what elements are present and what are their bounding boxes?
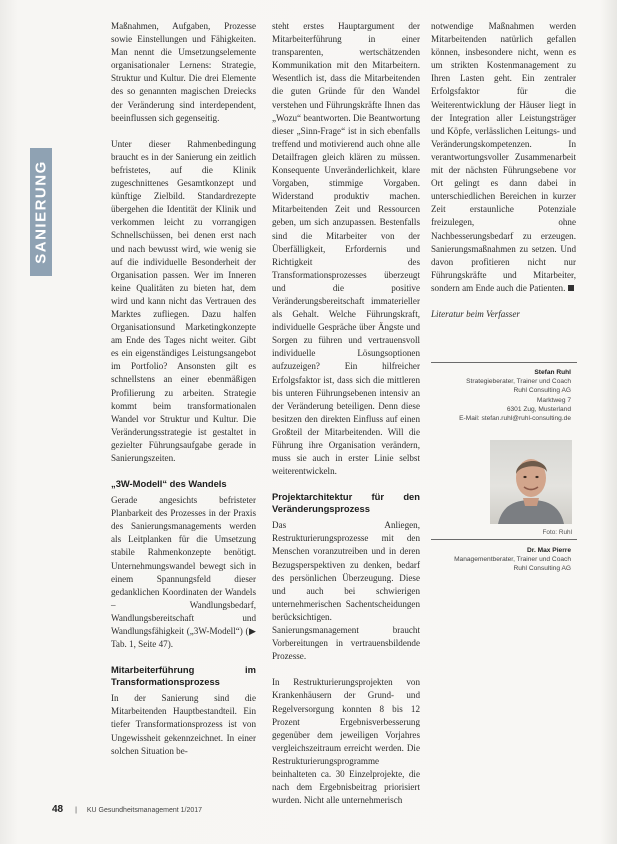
paragraph: In Restrukturierungsprojekten von Krankenhäusern der Grund- und Regelversorgung konnten 8 bis 12 Prozent Ergebnisverbesserung gegenüber dem jeweiligen Vorjahres vergleichszeitraum erreicht werden. Die Restrukturierungsprogramme beinhalteten ca. 30 Einzelprojekte, die nach dem Ergebnisbeitrag priorisiert wurden. Nicht alle unternehmerisch — [272, 677, 420, 806]
author-line: Marktweg 7 — [536, 396, 571, 404]
photo-credit: Foto: Ruhl — [542, 529, 572, 536]
journal-name: KU Gesundheitsmanagement 1/2017 — [86, 807, 203, 814]
section-tab-label: SANIERUNG — [32, 160, 50, 264]
author-line: Ruhl Consulting AG — [513, 565, 571, 573]
paragraph: steht erstes Hauptargument der Mitarbeiterführung in einer transparenten, wertschätzenden Kommunikation mit den Mitarbeitern. Wesentlich ist, dass die Mitarbeitenden die guten Gründe für den Wandel verstehen und Führungskräfte Ihnen das „Wozu“ beantworten. Die Beantwortung dieser „Sinn-Frage“ ist in sich ebenfalls treffend und motivierend auch ohne alle Detailfragen gleich klären zu müssen. Konsequente Unveränderlichkeit, klare Vorgaben, stimmige Vorgaben. Widerstand produktiv machen. Mitarbeitenden Zeit und Ressourcen geben, um sich anzupassen. Bestenfalls sind die Mitarbeiter von der Überfälligkeit, Erfordernis und Richtigkeit des Transformationsprozesses überzeugt und die positive Veränderungsbereitschaft immaterieller als Gehalt. Welche Führungskraft, individuelle Gespräche über Ängste und Sorgen zu führen und vertrauensvoll individuelle Lösungsoptionen aufzuzeigen? Ein hilfreicher Erfolgsfaktor ist, dass sich die mittleren bis unteren Führungsebenen intensiv an der Veränderung beteiligen. Denn diese besitzen den direkten Einfluss auf einen Großteil der Mitarbeitenden. Will die Führung ihre Organisation verändern, muss sie auch in erster Linie selbst weiterentwickeln. — [272, 21, 420, 477]
author-name: Dr. Max Pierre — [527, 547, 571, 554]
author-line: Managementberater, Trainer und Coach — [454, 556, 571, 564]
end-of-article-mark — [568, 285, 574, 291]
paragraph: Das Anliegen, Restrukturierungsprozesse mit den Menschen voranzutreiben und in deren Bezugsperspektiven zu denken, bedarf des persönlichen Überzeugung. Diese und auch bei schwierigen unternehmerischen Sachentscheidungen berücksichtigen. Sanierungsmanagement braucht Vorbereitungen in vertrauensbildende Prozesse. — [272, 520, 420, 662]
divider — [431, 362, 577, 363]
author-email: E-Mail: stefan.ruhl@ruhl-consulting.de — [459, 415, 571, 423]
author-name: Stefan Ruhl — [534, 369, 571, 376]
page-number: 48 — [52, 804, 64, 815]
divider — [431, 539, 577, 540]
literature-note: Literatur beim Verfasser — [431, 308, 520, 319]
paragraph — [431, 20, 576, 295]
paragraph: Unter dieser Rahmenbedingung braucht es in der Sanierung ein zeitlich befristetes, auf die Klinik zugeschnittenes Gesamtkonzept und künftige Zielbild. Standardrezepte übergehen die Identität der Klinik und verkommen leicht zu vorrangigen Schnellschüssen, bei denen erst nach und nach bewusst wird, wie wenig sie auf die individuelle Besonderheit der Organisation passen. Wer im Inneren keine Qualitäten zu bieten hat, dem wird und kann nicht das Vertrauen des Marktes zufliegen. Dazu halfen Organisationsund Marketingkonzepte am Ende des Tages nicht weiter. Gibt es ein eigenständiges Leistungsangebot im Portfolio? Ansonsten gilt es schnellstens an einer ebenmäßigen Profilierung zu arbeiten. Strategie kommt beim transformationalen Wandel vor Struktur und Kultur. Die Veränderungsstrategie ist gestaltet in gezielter Führungsaufgabe gerade in Sanierungszeiten. — [111, 138, 256, 463]
author-box-2 — [431, 546, 571, 574]
author-line: 6301 Zug, Musterland — [506, 405, 571, 413]
paragraph: Gerade angesichts befristeter Planbarkeit des Prozesses in der Praxis des Sanierungsmanagements werden als Leitplanken für die Umsetzung stabile Rahmenkonzepte benötigt. Unternehmungswandel bewegt sich in einem Spannungsfeld dieser gedanklichen Koordinaten der Wandels – Wandlungsbedarf, Wandlungsbereitschaft und Wandlungsfähigkeit („3W-Modell“) (▶ Tab. 1, Seite 47). — [111, 495, 256, 650]
author-box-1 — [431, 368, 571, 423]
footer-separator: | — [75, 807, 77, 814]
text-column-3 — [431, 20, 576, 334]
portrait-image — [490, 440, 572, 524]
subheading: Mitarbeiterführung im Transformationsprozess — [111, 664, 256, 688]
author-photo — [490, 440, 572, 524]
section-tab — [30, 148, 52, 276]
paragraph: Maßnahmen, Aufgaben, Prozesse sowie Einstellungen und Fähigkeiten. Man nennt die Umsetzungselemente organisationaler Lernens: Strategie, Struktur und Kultur. Die drei Elemente des so genannten magischen Dreiecks der Veränderung sind interdependent, beeinflussen sich gegenseitig. — [111, 21, 256, 123]
author-line: Strategieberater, Trainer und Coach — [466, 378, 571, 386]
text-column-1 — [111, 20, 256, 771]
paragraph-text: notwendige Maßnahmen werden Mitarbeitenden natürlich gefallen können, insbesondere nicht, wenn es um strikten Kostenmanagement zu Ihren Lasten geht. Ein zentraler Erfolgsfaktor für die Weiterentwicklung der Häuser liegt in der Integration aller Leistungsträger und Köpfe, verlässlichen Leitungs- und Veränderungskompetenzen. In verantwortungsvoller Zusammenarbeit mit der nächsten Führungsebene vor Ort gelingt es dann dabei in unterschiedlichen Bereichen in kurzer Zeit erstaunliche Potenziale freizulegen, ohne Nachbesserungsbedarf zu erzeugen. Sanierungsmaßnahmen zu setzen. Und davon profitieren nicht nur Führungskräfte und Mitarbeiter, sondern am Ende auch die Patienten. — [431, 21, 576, 293]
text-column-2 — [272, 20, 420, 820]
author-line: Ruhl Consulting AG — [513, 387, 571, 395]
subheading: „3W-Modell“ des Wandels — [111, 478, 227, 490]
subheading: Projektarchitektur für den Veränderungsprozess — [272, 491, 420, 515]
paragraph: In der Sanierung sind die Mitarbeitenden Hauptbestandteil. Ein tiefer Transformationsprozess ist von Ungewissheit gekennzeichnet. In einer solchen Situation be- — [111, 693, 256, 756]
page-footer — [52, 804, 202, 815]
